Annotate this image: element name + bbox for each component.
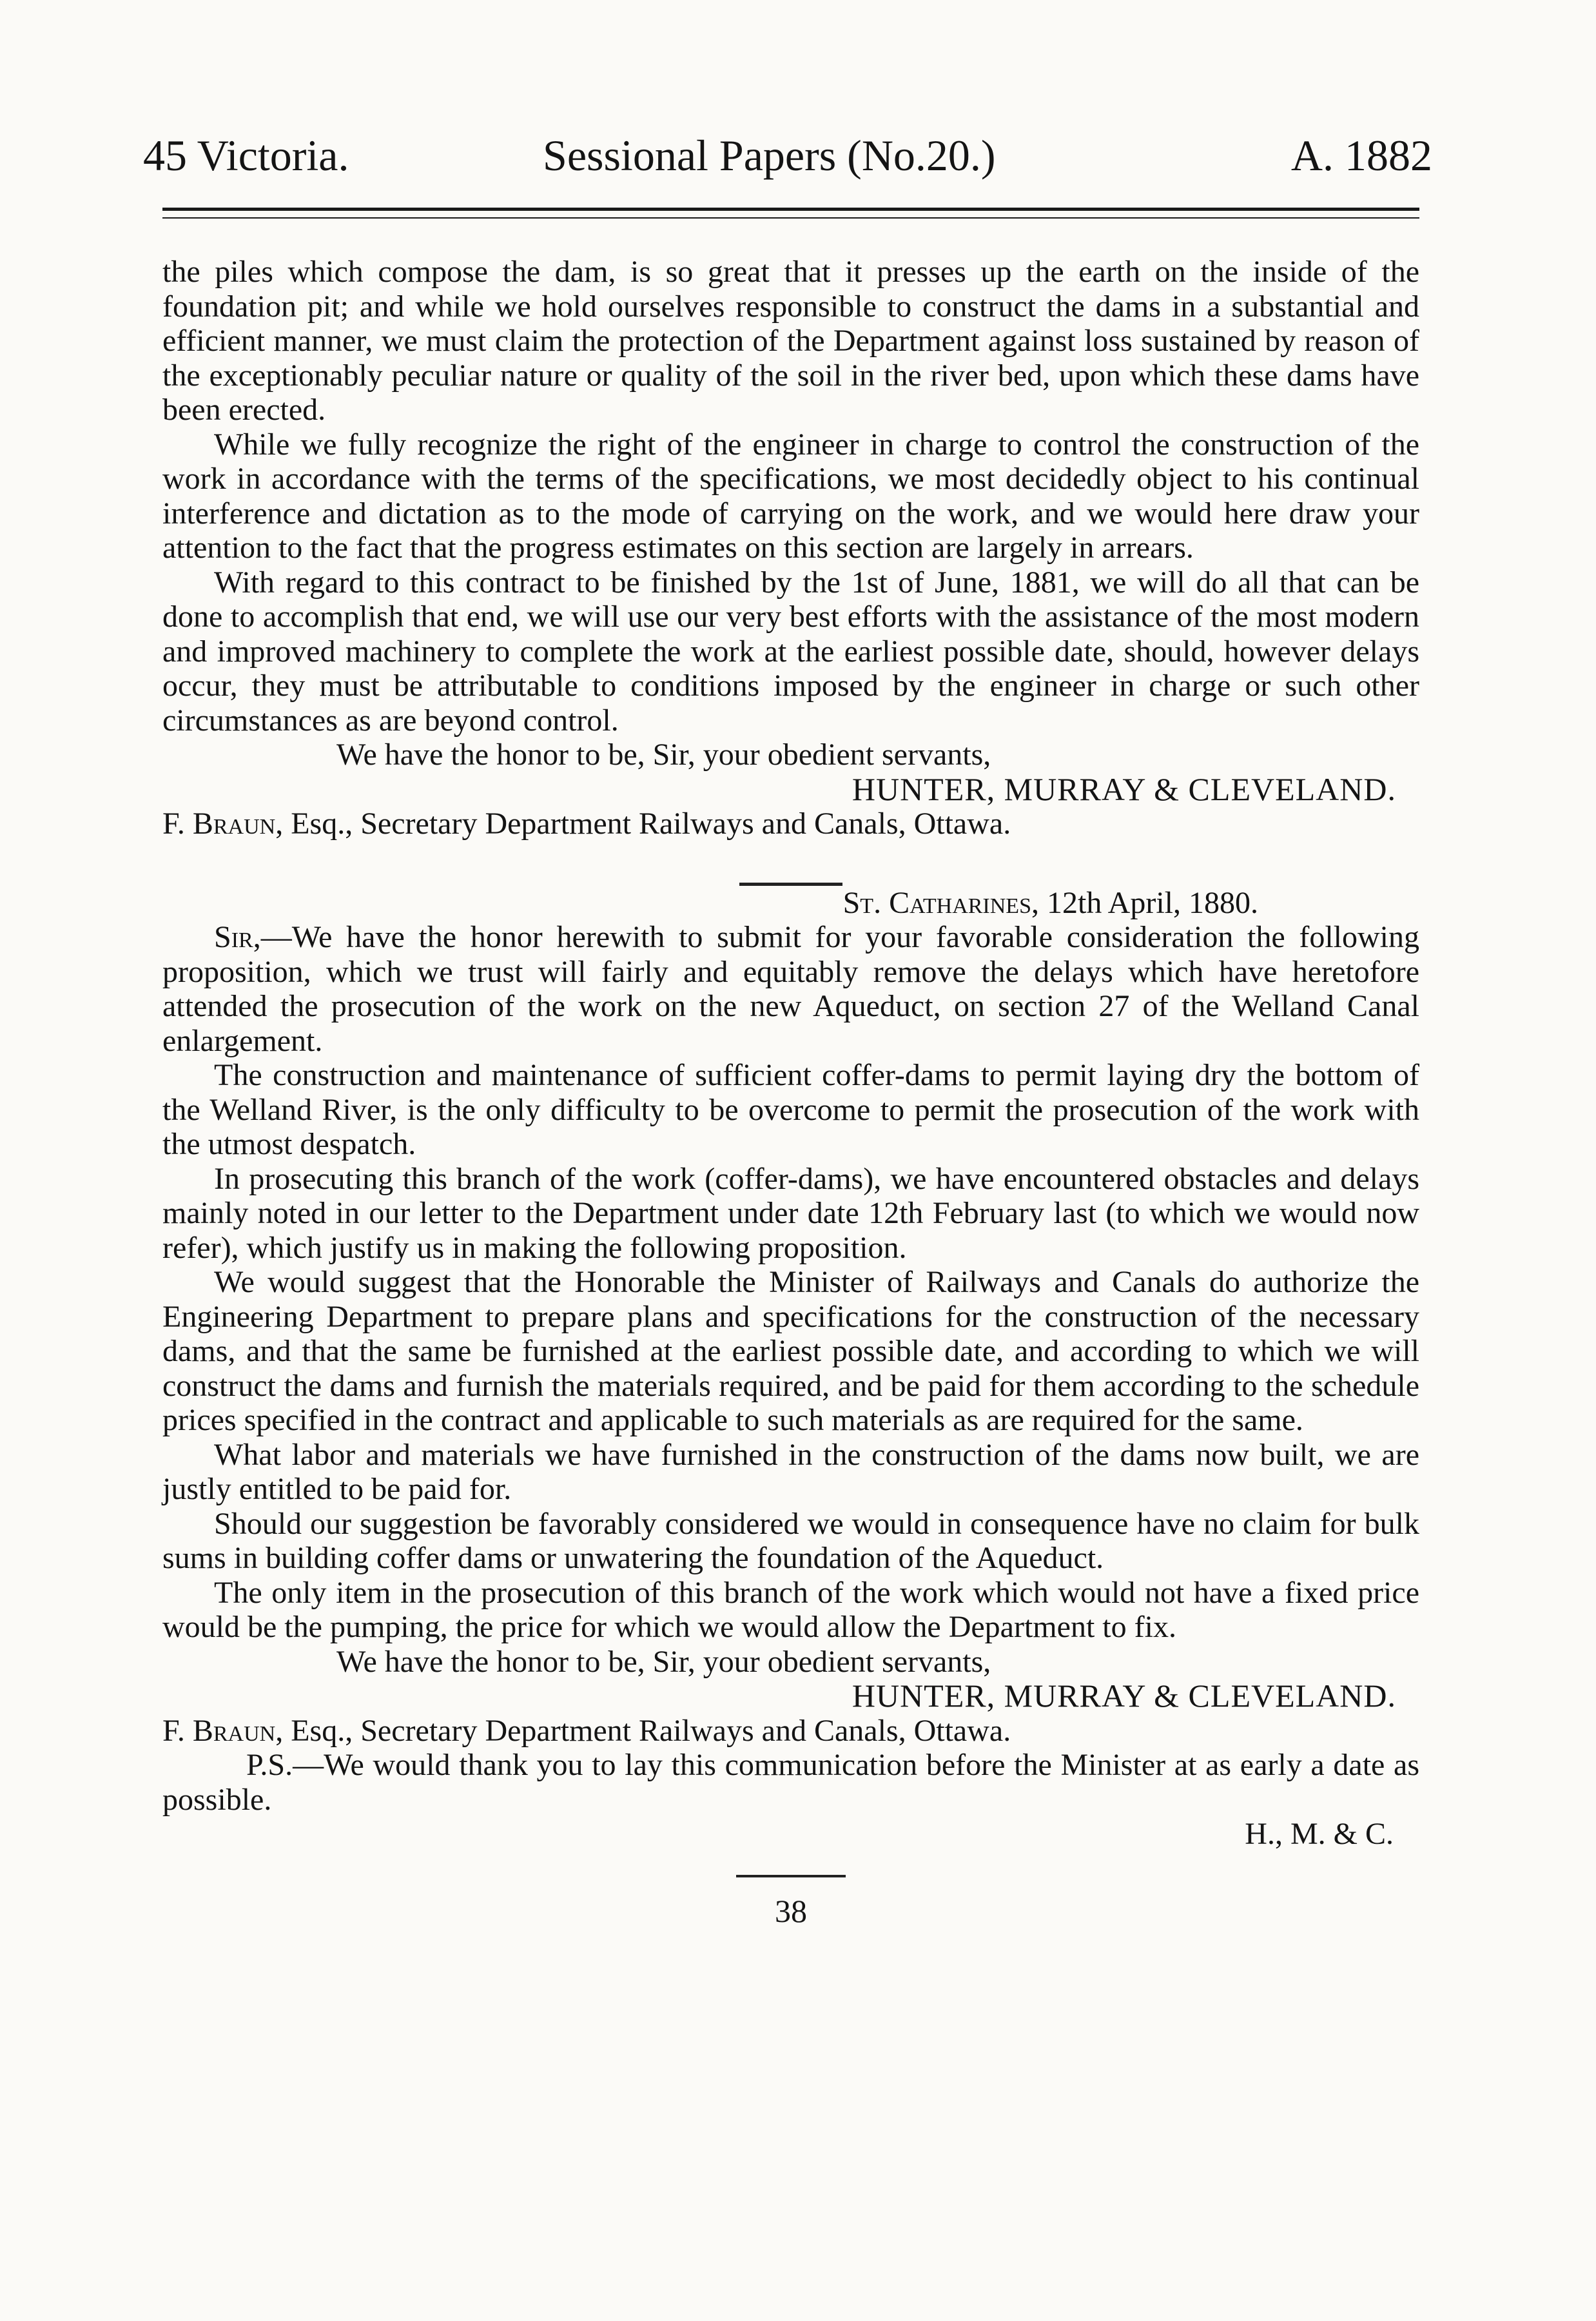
addressee-title: , Esq., Secretary Department Railways and Canals, Ottawa. [275, 807, 1011, 841]
salutation: Sir [214, 920, 253, 954]
letter-2-dateline [162, 886, 1419, 921]
addressee-title: , Esq., Secretary Department Railways and Canals, Ottawa. [275, 1713, 1011, 1748]
header-rule-thin [162, 217, 1419, 219]
letter-2-paragraph-3: In prosecuting this branch of the work (coffer-dams), we have encountered obstacles and delays mainly noted in our letter to the Department under date 12th February last (to which we would now refer), which justify us in making the following proposition. [162, 1161, 1419, 1265]
letter-1-paragraph-1: the piles which compose the dam, is so great that it presses up the earth on the inside of the foundation pit; and while we hold ourselves responsible to construct the dams in a substantial and efficient manner, we must claim the protection of the Department against loss sustained by reason of the exceptionably peculiar nature or quality of the soil in the river bed, upon which these dams have been erected. [162, 255, 1419, 427]
letter-1 [162, 255, 1419, 841]
header-rule-thick [162, 208, 1419, 211]
letter-2 [162, 886, 1419, 1852]
letter-2-signature: HUNTER, MURRAY & CLEVELAND. [852, 1678, 1396, 1714]
dateline-date: , 12th April, 1880. [1031, 885, 1258, 920]
letter-1-closing: We have the honor to be, Sir, your obedient servants, [336, 738, 991, 772]
letter-2-paragraph-2: The construction and maintenance of sufficient coffer-dams to permit laying dry the bottom of the Welland River, is the only difficulty to be overcome to permit the prosecution of the work with the utmost despatch. [162, 1058, 1419, 1161]
dateline-place: St. Catharines [842, 885, 1031, 920]
postscript-initials: H., M. & C. [1245, 1817, 1394, 1851]
letter-2-closing: We have the honor to be, Sir, your obedient servants, [336, 1644, 991, 1679]
page-body [162, 255, 1419, 1928]
header-year: A. 1882 [1290, 131, 1432, 180]
addressee-name: F. Braun [162, 1713, 276, 1748]
letter-2-paragraph-6: Should our suggestion be favorably considered we would in consequence have no claim for bulk sums in building coffer dams or unwatering the foundation of the Aqueduct. [162, 1506, 1419, 1575]
letter-2-addressee [162, 1714, 1419, 1748]
paragraph-1-text: ,—We have the honor herewith to submit for your favorable consideration the following proposition, which we trust will fairly and equitably remove the delays which have heretofore attended the prosecution of the work on the new Aqueduct, on section 27 of the Welland Canal enlargement. [162, 920, 1419, 1058]
postscript: P.S.—We would thank you to lay this communication before the Minister at as early a date as possible. [162, 1748, 1419, 1817]
letter-1-signature: HUNTER, MURRAY & CLEVELAND. [852, 770, 1396, 807]
footer-divider [736, 1875, 846, 1877]
letter-2-paragraph-7: The only item in the prosecution of this branch of the work which would not have a fixed price would be the pumping, the price for which we would allow the Department to fix. [162, 1575, 1419, 1644]
letter-1-paragraph-3: With regard to this contract to be finished by the 1st of June, 1881, we will do all that can be done to accomplish that end, we will use our very best efforts with the assistance of the most modern and improved machinery to complete the work at the earliest possible date, should, however delays occur, they must be attributable to conditions imposed by the engineer in charge or such other circumstances as are beyond control. [162, 565, 1419, 738]
letter-2-paragraph-4: We would suggest that the Honorable the Minister of Railways and Canals do authorize the Engineering Department to prepare plans and specifications for the construction of the necessary dams, and that the same be furnished at the earliest possible date, and according to which we will construct the dams and furnish the materials required, and be paid for them according to the schedule prices specified in the contract and applicable to such materials as are required for the same. [162, 1265, 1419, 1437]
running-header [143, 126, 1432, 184]
addressee-name: F. Braun [162, 807, 276, 841]
page-number: 38 [775, 1892, 807, 1929]
letter-2-paragraph-5: What labor and materials we have furnished in the construction of the dams now built, we are justly entitled to be paid for. [162, 1437, 1419, 1506]
header-title: Sessional Papers (No.20.) [543, 131, 996, 180]
letter-2-paragraph-1 [162, 920, 1419, 1058]
letter-1-addressee [162, 807, 1419, 841]
header-session: 45 Victoria. [143, 131, 349, 180]
letter-1-paragraph-2: While we fully recognize the right of the engineer in charge to control the construction of the work in accordance with the terms of the specifications, we most decidedly object to his continual interference and dictation as to the mode of carrying on the work, and we would here draw your attention to the fact that the progress estimates on this section are largely in arrears. [162, 427, 1419, 565]
